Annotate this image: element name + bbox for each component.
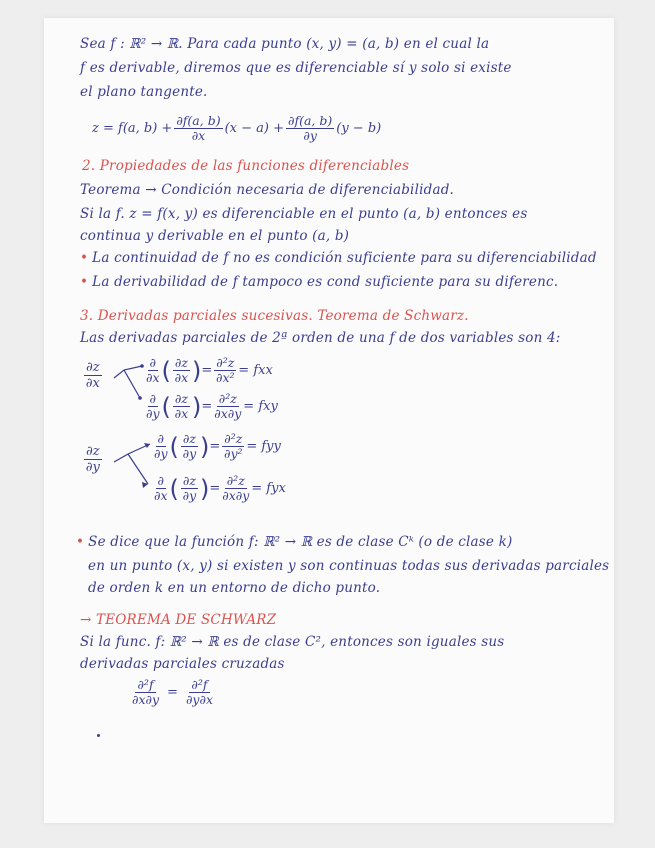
section-2-title: 2. Propiedades de las funciones diferenciables [82, 158, 410, 174]
schwarz-line-2: derivadas parciales cruzadas [80, 656, 285, 672]
notation-fxx: = fxx [238, 363, 273, 378]
left-paren: ( [161, 356, 171, 385]
equals-sign: = [209, 481, 221, 496]
arrow-to-fxy [124, 370, 140, 398]
fraction-numerator: ∂²z [224, 431, 243, 446]
fraction-denominator: ∂y [303, 128, 317, 143]
class-note-line-1 [76, 534, 512, 550]
fraction-numerator: ∂ [157, 473, 164, 488]
right-paren: ) [191, 356, 202, 385]
fraction-denominator: ∂x² [216, 370, 235, 385]
right-paren: ) [199, 432, 210, 461]
fraction-numerator: ∂f(a, b) [176, 113, 221, 128]
fraction-denominator: ∂x [146, 370, 160, 385]
fraction-denominator: ∂x∂y [214, 406, 242, 421]
fraction-denominator: ∂x [174, 370, 189, 385]
left-paren: ( [161, 392, 171, 421]
bullet-text: La continuidad de f no es condición suficiente para su diferenciabilidad [92, 250, 597, 266]
bullet-dot: • [80, 250, 89, 266]
fraction-denominator: ∂y² [224, 446, 243, 461]
notation-fyx: = fyx [251, 481, 286, 496]
fraction-d2f-dydx [186, 678, 213, 707]
section-2-line-1: Si la f. z = f(x, y) es diferenciable en el punto (a, b) entonces es [80, 206, 528, 222]
equals-sign: = [201, 399, 213, 414]
fraction-denominator: ∂y∂x [185, 692, 213, 707]
fraction-numerator: ∂z [86, 360, 100, 375]
fraction-denominator: ∂y [85, 460, 100, 475]
left-paren: ( [169, 474, 179, 503]
equals-sign: = [209, 439, 221, 454]
equals-sign: = [201, 363, 213, 378]
fraction-numerator: ∂²z [226, 473, 245, 488]
intro-line-3: el plano tangente. [80, 84, 208, 100]
intro-line-2: f es derivable, diremos que es diferenciable sí y solo si existe [80, 60, 512, 76]
fraction-denominator: ∂x [154, 488, 168, 503]
bullet-text: Se dice que la función f: ℝ² → ℝ es de clase Cᵏ (o de clase k) [88, 534, 513, 550]
fraction-denominator: ∂x∂y [222, 488, 250, 503]
section-2-theorem: Teorema → Condición necesaria de diferenciabilidad. [80, 182, 455, 198]
section-3-title: 3. Derivadas parciales sucesivas. Teorema de Schwarz. [80, 308, 469, 324]
notation-fyy: = fyy [246, 439, 281, 454]
schwarz-title: → TEOREMA DE SCHWARZ [80, 612, 277, 628]
schwarz-line-1: Si la func. f: ℝ² → ℝ es de clase C², entonces son iguales sus [80, 634, 505, 650]
fraction-numerator: ∂²z [216, 355, 235, 370]
fraction-numerator: ∂z [174, 391, 188, 406]
fraction-numerator: ∂²f [191, 677, 208, 692]
bullet-text: La derivabilidad de f tampoco es cond suficiente para su diferenc. [92, 274, 559, 290]
fraction-denominator: ∂x [191, 128, 206, 143]
right-paren: ) [199, 474, 210, 503]
fraction-numerator: ∂²f [137, 677, 154, 692]
stray-dot [97, 734, 100, 737]
fraction-numerator: ∂z [174, 355, 188, 370]
fraction-denominator: ∂y [146, 406, 160, 421]
fraction-d2f-dxdy [132, 678, 159, 707]
fraction-numerator: ∂z [86, 444, 100, 459]
class-note-line-3: de orden k en un entorno de dicho punto. [88, 580, 381, 596]
fraction-denominator: ∂x [85, 376, 100, 391]
fraction-numerator: ∂z [182, 431, 196, 446]
bullet-dot: • [76, 534, 85, 550]
fraction-denominator: ∂y [154, 446, 168, 461]
bullet-dot: • [80, 274, 89, 290]
fraction-numerator: ∂ [149, 355, 156, 370]
fraction-denominator: ∂x∂y [132, 692, 160, 707]
intro-line-1: Sea f : ℝ² → ℝ. Para cada punto (x, y) = (a, b) en el cual la [80, 36, 490, 52]
fraction-denominator: ∂x [174, 406, 189, 421]
tangent-plane-lhs: z = f(a, b) + [92, 121, 173, 136]
fraction-numerator: ∂²z [218, 391, 237, 406]
left-paren: ( [169, 432, 179, 461]
fraction-numerator: ∂f(a, b) [288, 113, 333, 128]
section-3-intro: Las derivadas parciales de 2ª orden de una f de dos variables son 4: [80, 330, 561, 346]
right-paren: ) [191, 392, 202, 421]
class-note-line-2: en un punto (x, y) si existen y son continuas todas sus derivadas parciales [88, 558, 610, 574]
tangent-plane-term-2: (y − b) [336, 121, 382, 136]
fraction-numerator: ∂ [157, 431, 164, 446]
fraction-numerator: ∂z [182, 473, 196, 488]
fraction-denominator: ∂y [182, 488, 197, 503]
fraction-denominator: ∂y [182, 446, 197, 461]
tangent-plane-term-1: (x − a) + [224, 121, 284, 136]
section-2-line-2: continua y derivable en el punto (a, b) [80, 228, 350, 244]
equals-sign: = [167, 685, 178, 700]
notation-fxy: = fxy [243, 399, 278, 414]
fraction-numerator: ∂ [149, 391, 156, 406]
schwarz-formula [130, 678, 215, 707]
arrow-to-fyx [128, 454, 148, 484]
